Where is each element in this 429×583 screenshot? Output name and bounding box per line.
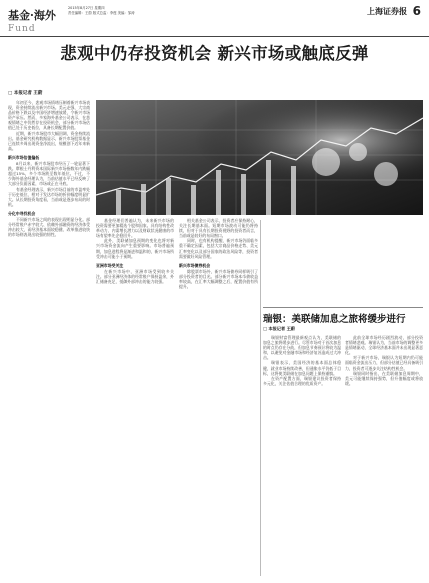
paragraph: 年初至今，悲观市场情绪压制着新兴市场表现，资金持续流出新兴市场。美元走强、大宗商品价格下跌以及中国经济增速放缓，令新兴市场资产承压。然而，多家海外基金公司表示，在悲观情绪之中仍然存在投资机会，部分新兴市场估值已处于历史低位，具备长期配置价值。 [8,100,90,131]
masthead-section-title: 基金·海外 [8,9,56,22]
masthead-meta [68,6,135,15]
article2-byline: □ 本报记者 王蔚 [263,326,295,331]
paragraph: 除股票市场外，新兴市场债券同样吸引了部分投资者的目光。部分新兴市场本币债收益率较高，在汇率大幅调整之后，配置价值有所提升。 [179,268,258,290]
article-column-2 [96,218,174,576]
paragraph: 此前全球市场经历剧烈波动，部分投资者情绪悲观。瑞银认为，当前市场的调整更多是情绪驱动，全球经济基本面并未出现显著恶化。 [345,335,423,356]
article2-column-2 [345,335,423,576]
article-byline: □ 本报记者 王蔚 [8,91,43,96]
article-column-1 [8,100,90,576]
article-headline: 悲观中仍存投资机会 新兴市场或触底反弹 [60,44,369,63]
article2-column-1 [263,335,341,576]
section-subtitle: Fund [8,24,36,34]
masthead-date: 2015年8月27日 星期四 [68,6,105,10]
paragraph: 近期，新兴市场股市大幅回调，资金持续流出。基金研究机构数据显示，新兴市场股票基金已连续多周出现资金净流出，规模创下近年来新高。 [8,130,90,151]
paragraph: 瑞银同时指出，在美联储加息周期中，美元可能继续保持强势，但升值幅度或将放缓。 [345,370,423,386]
paragraph: 同时，也有机构提醒，新兴市场仍面临多重不确定因素，包括大宗商品价格走势、美元汇率变化以及部分国家的政治风险等，投资者需要做好风险管理。 [179,238,258,259]
top-rule [0,36,429,37]
newspaper-name: 上海证券报 [367,6,407,16]
paragraph: 在新兴市场中，亚洲市场受到较多关注。部分亚洲经济体的经常账户保持盈余，外汇储备充足，抵御外部冲击的能力较强。 [96,268,174,285]
column-divider [260,220,261,576]
subheading: 新兴市场债券机会 [179,262,211,268]
paragraph: 瑞银财富管理最新观点认为，美联储的加息之旅将缓步进行。尽管市场对于首次加息的时点仍存在分歧，但加息节奏预计将较为温和，以避免对金融市场和经济复苏造成过大冲击。 [263,335,341,361]
paragraph: 8月以来，新兴市场股市经历了一轮显著下跌。摩根士丹利资本国际新兴市场指数年内跌幅超过15%，多个市场跌至数年低位。不过，不少海外基金经理认为，当前估值水平已经反映了大部分负面因素，市场或正在寻底。 [8,161,90,187]
page-number: 6 [412,4,421,18]
subheading: 分化中寻找机会 [8,210,36,216]
subheading: 新兴市场估值偏低 [8,154,40,160]
paragraph: 此外，美联储加息预期的变化也将对新兴市场资金流向产生重要影响。市场普遍预期，加息进程将是渐进和温和的，新兴市场所受冲击可能小于预期。 [96,238,174,259]
paragraph: 基金经理们普遍认为，未来新兴市场的投资需要更加精选个股和国家。具有结构性改革动力、内需增长潜力以及财政状况健康的市场有望率先企稳回升。 [96,218,174,239]
article2-top-rule [263,307,423,308]
article2-title: 瑞银：美联储加息之旅将缓步进行 [263,314,406,325]
masthead-editors: 责任编辑：王蔚 版式总监：李莲 美编：邹涛 [68,10,135,15]
article-photo [96,100,423,215]
paragraph: 对于新兴市场，瑞银认为短期内仍可能面临资金流出压力，但部分估值已经具备吸引力，投资者可逐步关注结构性机会。 [345,355,423,371]
paragraph: 不同新兴市场之间的表现出现明显分化。部分经常账户赤字较大、依赖外部融资的经济体受冲击较大，而经济基本面较稳健、改革推进较快的市场则表现出较强的韧性。 [8,216,90,238]
paragraph: 有基金经理表示，新兴市场目前的市盈率处于历史低位，相对于发达市场的折价幅度明显扩大。从长期投资角度看，当前或是逐步布局的时机。 [8,186,90,207]
article-column-3 [179,218,258,576]
paragraph: 瑞银表示，美国经济的基本面总体稳健，就业市场持续改善，但通胀水平仍低于目标，这将使美联储在加息问题上保持谨慎。 [263,360,341,376]
subheading: 亚洲市场受关注 [96,262,124,268]
paragraph: 相关基金公司表示，投资者应保持耐心，关注长期基本面。短期市场波动可能仍将持续，但对于具有长期投资视野的投资者而言，当前或是较好的布局窗口。 [179,218,258,239]
paragraph: 在资产配置方面，瑞银建议投资者保持多元化，关注估值合理的优质资产。 [263,375,341,386]
